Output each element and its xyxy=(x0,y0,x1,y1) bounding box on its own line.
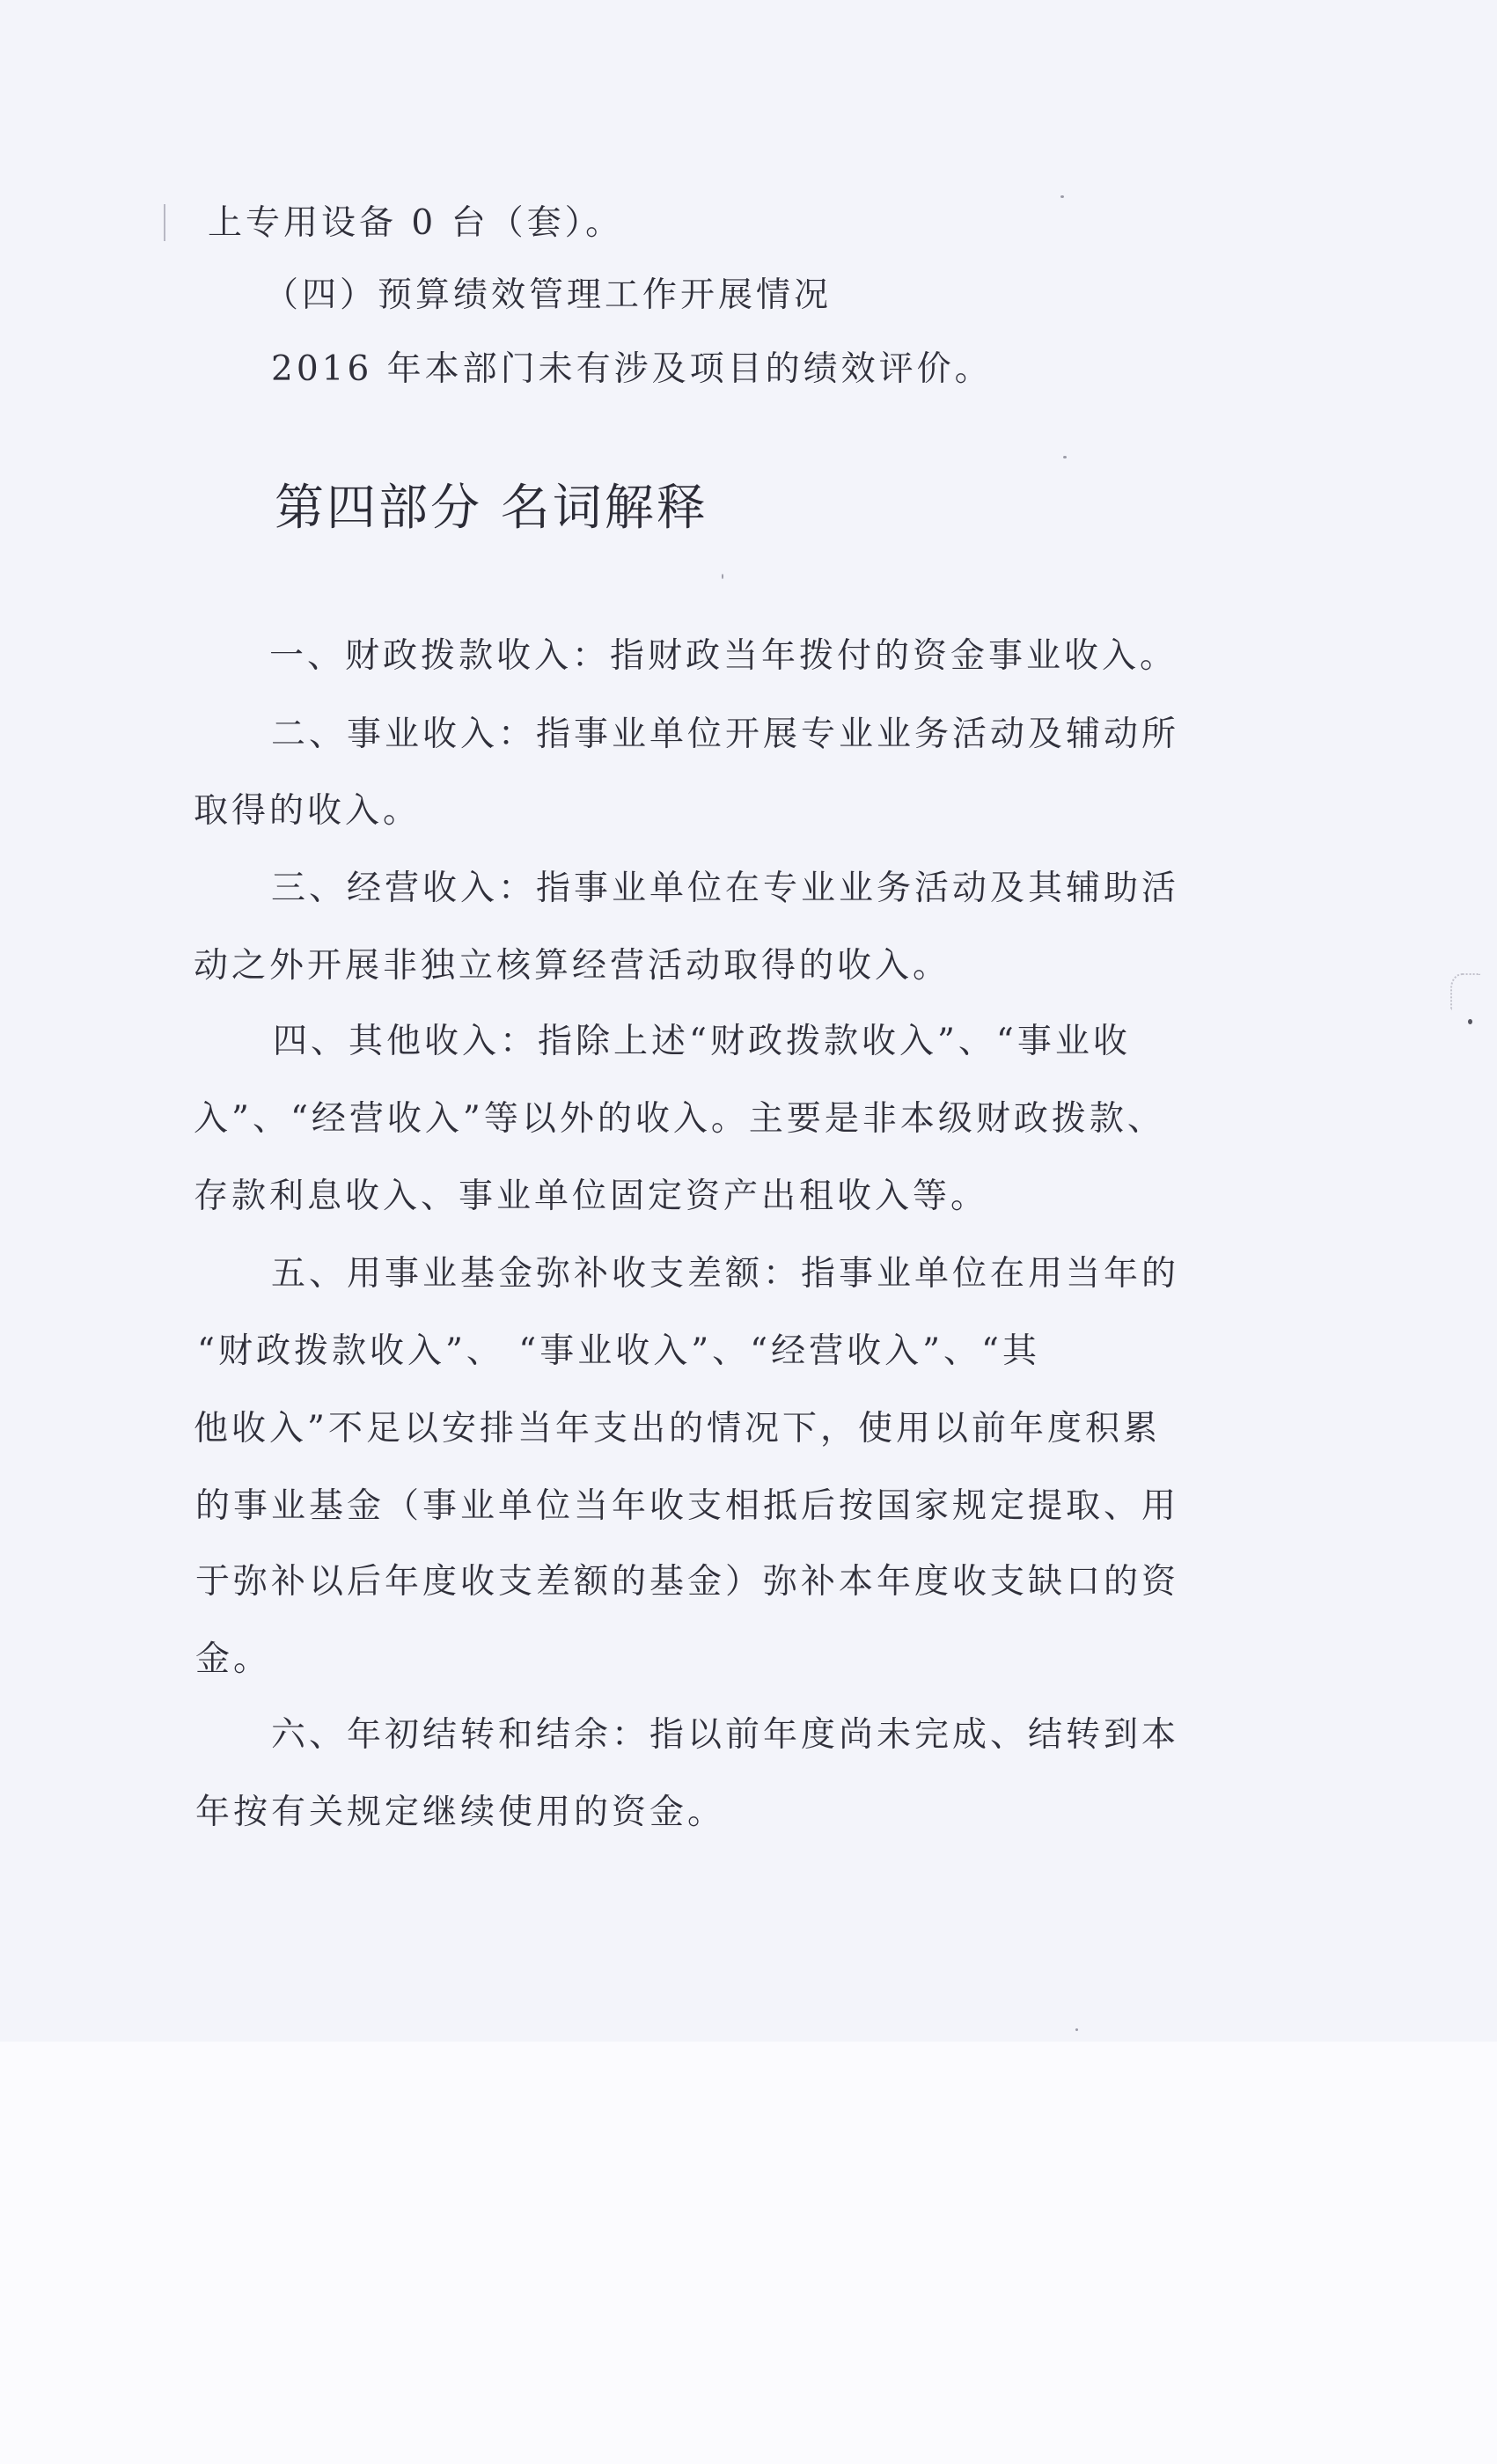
scan-speck xyxy=(1060,195,1064,198)
scan-edge-mark xyxy=(1450,973,1480,1010)
scan-speck xyxy=(722,574,723,579)
scan-speck xyxy=(1468,1019,1472,1024)
section-subheading: （四）预算绩效管理工作开展情况 xyxy=(264,275,833,315)
text-line: 二、事业收入：指事业单位开展专业业务活动及辅动所 xyxy=(271,715,1180,754)
text-line: 于弥补以后年度收支差额的基金）弥补本年度收支缺口的资 xyxy=(195,1562,1180,1602)
text-line: 2016 年本部门未有涉及项目的绩效评价。 xyxy=(271,349,993,389)
text-line: 存款利息收入、事业单位固定资产出租收入等。 xyxy=(194,1177,989,1216)
scan-speck xyxy=(1063,456,1067,458)
text-line: 的事业基金（事业单位当年收支相抵后按国家规定提取、用 xyxy=(195,1486,1180,1526)
text-line: 五、用事业基金弥补收支差额：指事业单位在用当年的 xyxy=(271,1254,1180,1294)
text-line: “财政拨款收入”、 “事业收入”、“经营收入”、“其 xyxy=(197,1331,1040,1371)
text-line: 他收入”不足以安排当年支出的情况下，使用以前年度积累 xyxy=(194,1409,1161,1448)
text-line: 入”、“经营收入”等以外的收入。主要是非本级财政拨款、 xyxy=(194,1099,1165,1139)
text-line: 取得的收入。 xyxy=(194,791,422,831)
text-line: 三、经营收入：指事业单位在专业业务活动及其辅助活 xyxy=(271,869,1180,908)
text-line: 一、财政拨款收入：指财政当年拨付的资金事业收入。 xyxy=(269,636,1178,676)
text-line: 六、年初结转和结余：指以前年度尚未完成、结转到本 xyxy=(271,1715,1180,1755)
text-line: 四、其他收入：指除上述“财政拨款收入”、“事业收 xyxy=(273,1022,1131,1061)
scan-speck xyxy=(1075,2028,1078,2031)
text-line: 上专用设备 0 台（套）。 xyxy=(208,203,624,243)
scan-margin-mark xyxy=(164,204,165,241)
page-title: 第四部分 名词解释 xyxy=(275,480,708,537)
page-bottom-margin xyxy=(0,2042,1497,2464)
text-line: 金。 xyxy=(195,1639,272,1679)
text-line: 动之外开展非独立核算经营活动取得的收入。 xyxy=(194,946,951,986)
text-line: 年按有关规定继续使用的资金。 xyxy=(195,1793,726,1832)
